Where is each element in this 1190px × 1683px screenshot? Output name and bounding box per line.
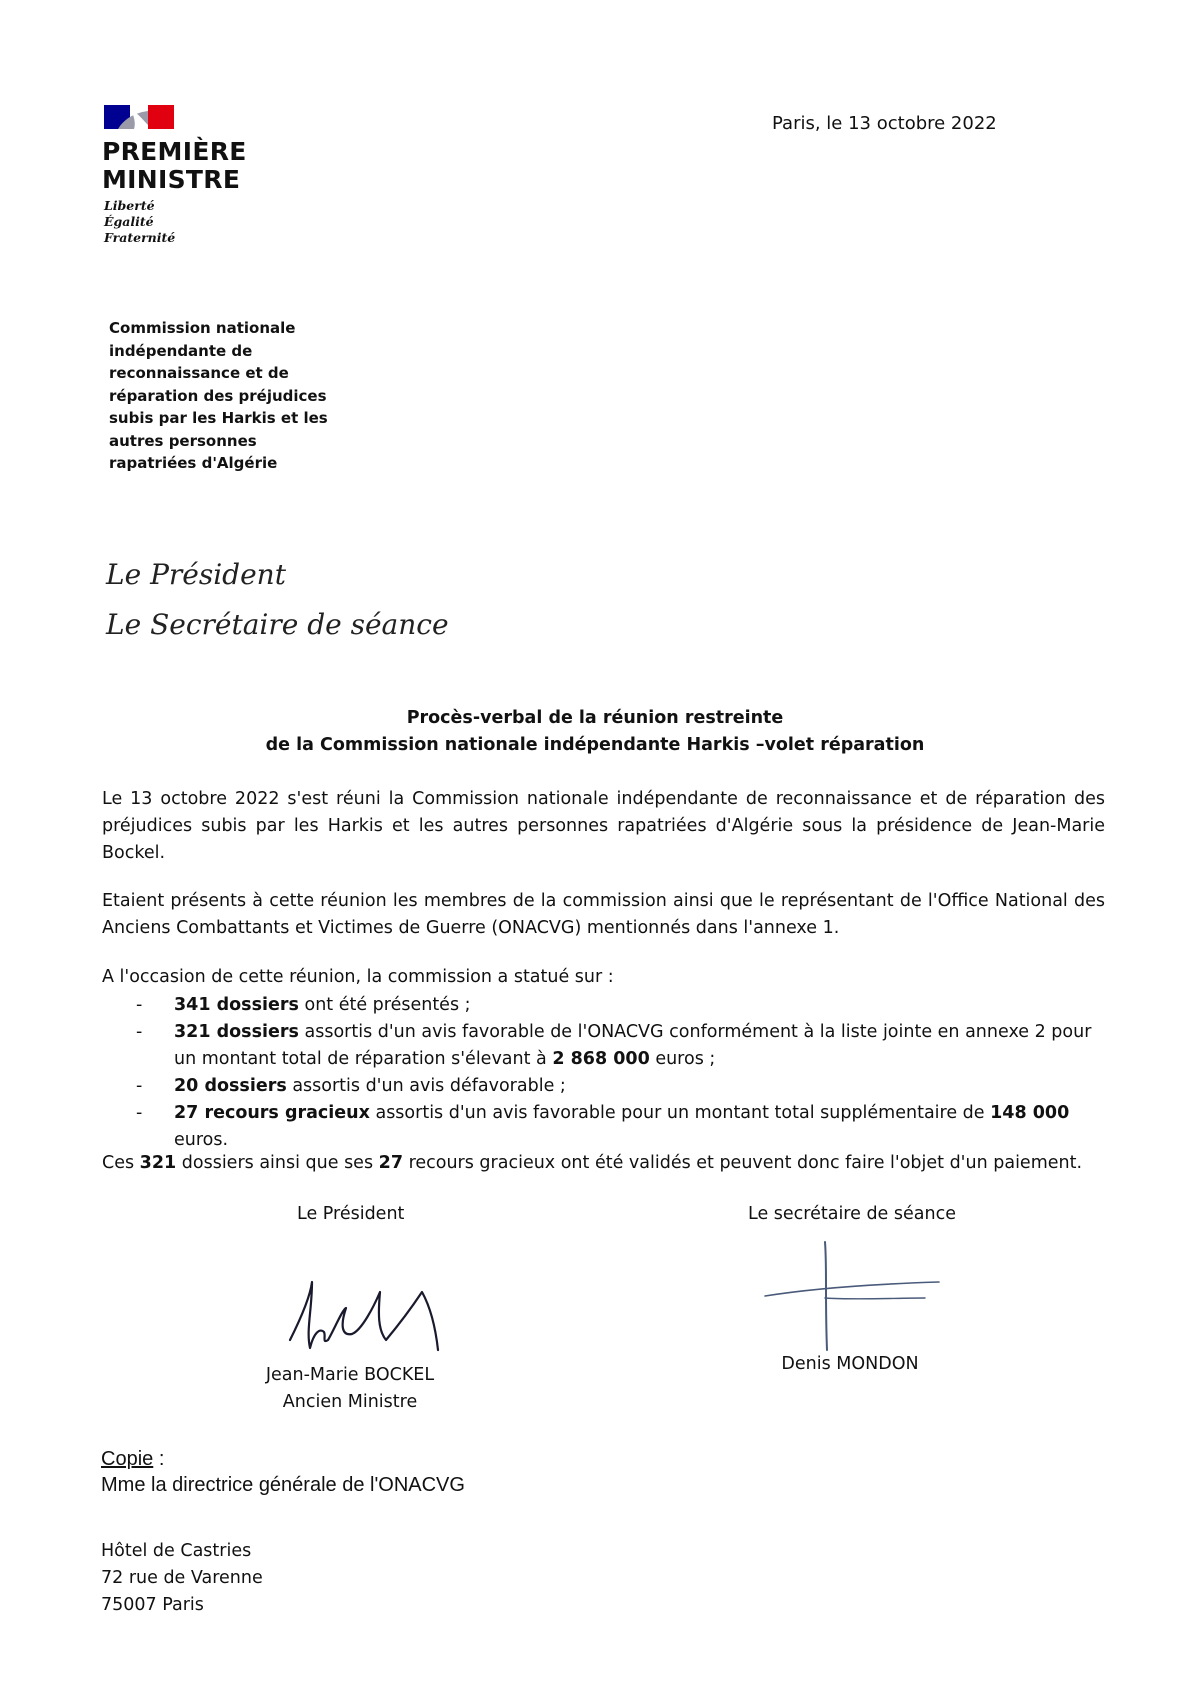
decision-list <box>102 992 1105 1154</box>
paragraph-intro: Le 13 octobre 2022 s'est réuni la Commission nationale indépendante de reconnaissance et de réparation des préjudices subis par les Harkis et les autres personnes rapatriées d'Algérie sous la présidence de Jean-Marie Bockel. <box>102 789 1105 863</box>
marianne-logo <box>104 105 174 129</box>
ministry-name: PREMIÈRE MINISTRE <box>102 137 247 194</box>
document-title: Procès-verbal de la réunion restreinte de la Commission nationale indépendante Harkis –volet réparation <box>265 708 925 755</box>
republic-motto: Liberté Égalité Fraternité <box>104 198 176 245</box>
dash-bullet: - <box>136 1022 143 1042</box>
secretary-name: Denis MONDON <box>781 1354 919 1374</box>
president-name-block: Jean-Marie BOCKEL Ancien Ministre <box>265 1365 435 1412</box>
list-item: - 341 dossiers ont été présentés ; <box>102 992 1105 1019</box>
address-block: Hôtel de Castries 72 rue de Varenne 75007 Paris <box>101 1541 263 1615</box>
president-label: Le Président <box>297 1204 405 1224</box>
commission-block: Commission nationale indépendante de reconnaissance et de réparation des préjudices subis par les Harkis et les autres personnes rapatriées d'Algérie <box>109 319 328 472</box>
paragraph-attendees: Etaient présents à cette réunion les membres de la commission ainsi que le représentant de l'Office National des Anciens Combattants et Victimes de Guerre (ONACVG) mentionnés dans l'annexe 1. <box>102 891 1105 938</box>
dash-bullet: - <box>136 995 143 1015</box>
script-heading-secretary: Le Secrétaire de séance <box>106 608 449 641</box>
paragraph-validation: Ces 321 dossiers ainsi que ses 27 recours gracieux ont été validés et peuvent donc faire l'objet d'un paiement. <box>102 1153 1083 1173</box>
list-item: - 20 dossiers assortis d'un avis défavorable ; <box>102 1073 1105 1100</box>
list-item: - 321 dossiers assortis d'un avis favorable de l'ONACVG conformément à la liste jointe en annexe 2 pour un montant total de réparation s'élevant à 2 868 000 euros ; <box>102 1019 1105 1073</box>
secretary-label: Le secrétaire de séance <box>748 1204 956 1224</box>
secretary-signature <box>755 1238 945 1358</box>
paragraph-decisions: A l'occasion de cette réunion, la commission a statué sur : <box>102 967 614 987</box>
letter-date: Paris, le 13 octobre 2022 <box>772 113 997 134</box>
script-heading-president: Le Président <box>106 558 286 591</box>
list-item: - 27 recours gracieux assortis d'un avis favorable pour un montant total supplémentaire de 148 000 euros. <box>102 1100 1105 1154</box>
copy-recipient: Mme la directrice générale de l'ONACVG <box>101 1474 465 1496</box>
president-signature <box>282 1270 482 1370</box>
copy-label: Copie <box>101 1448 154 1470</box>
dash-bullet: - <box>136 1076 143 1096</box>
copy-block: Copie : Mme la directrice générale de l'ONACVG <box>101 1448 465 1496</box>
dash-bullet: - <box>136 1103 143 1123</box>
